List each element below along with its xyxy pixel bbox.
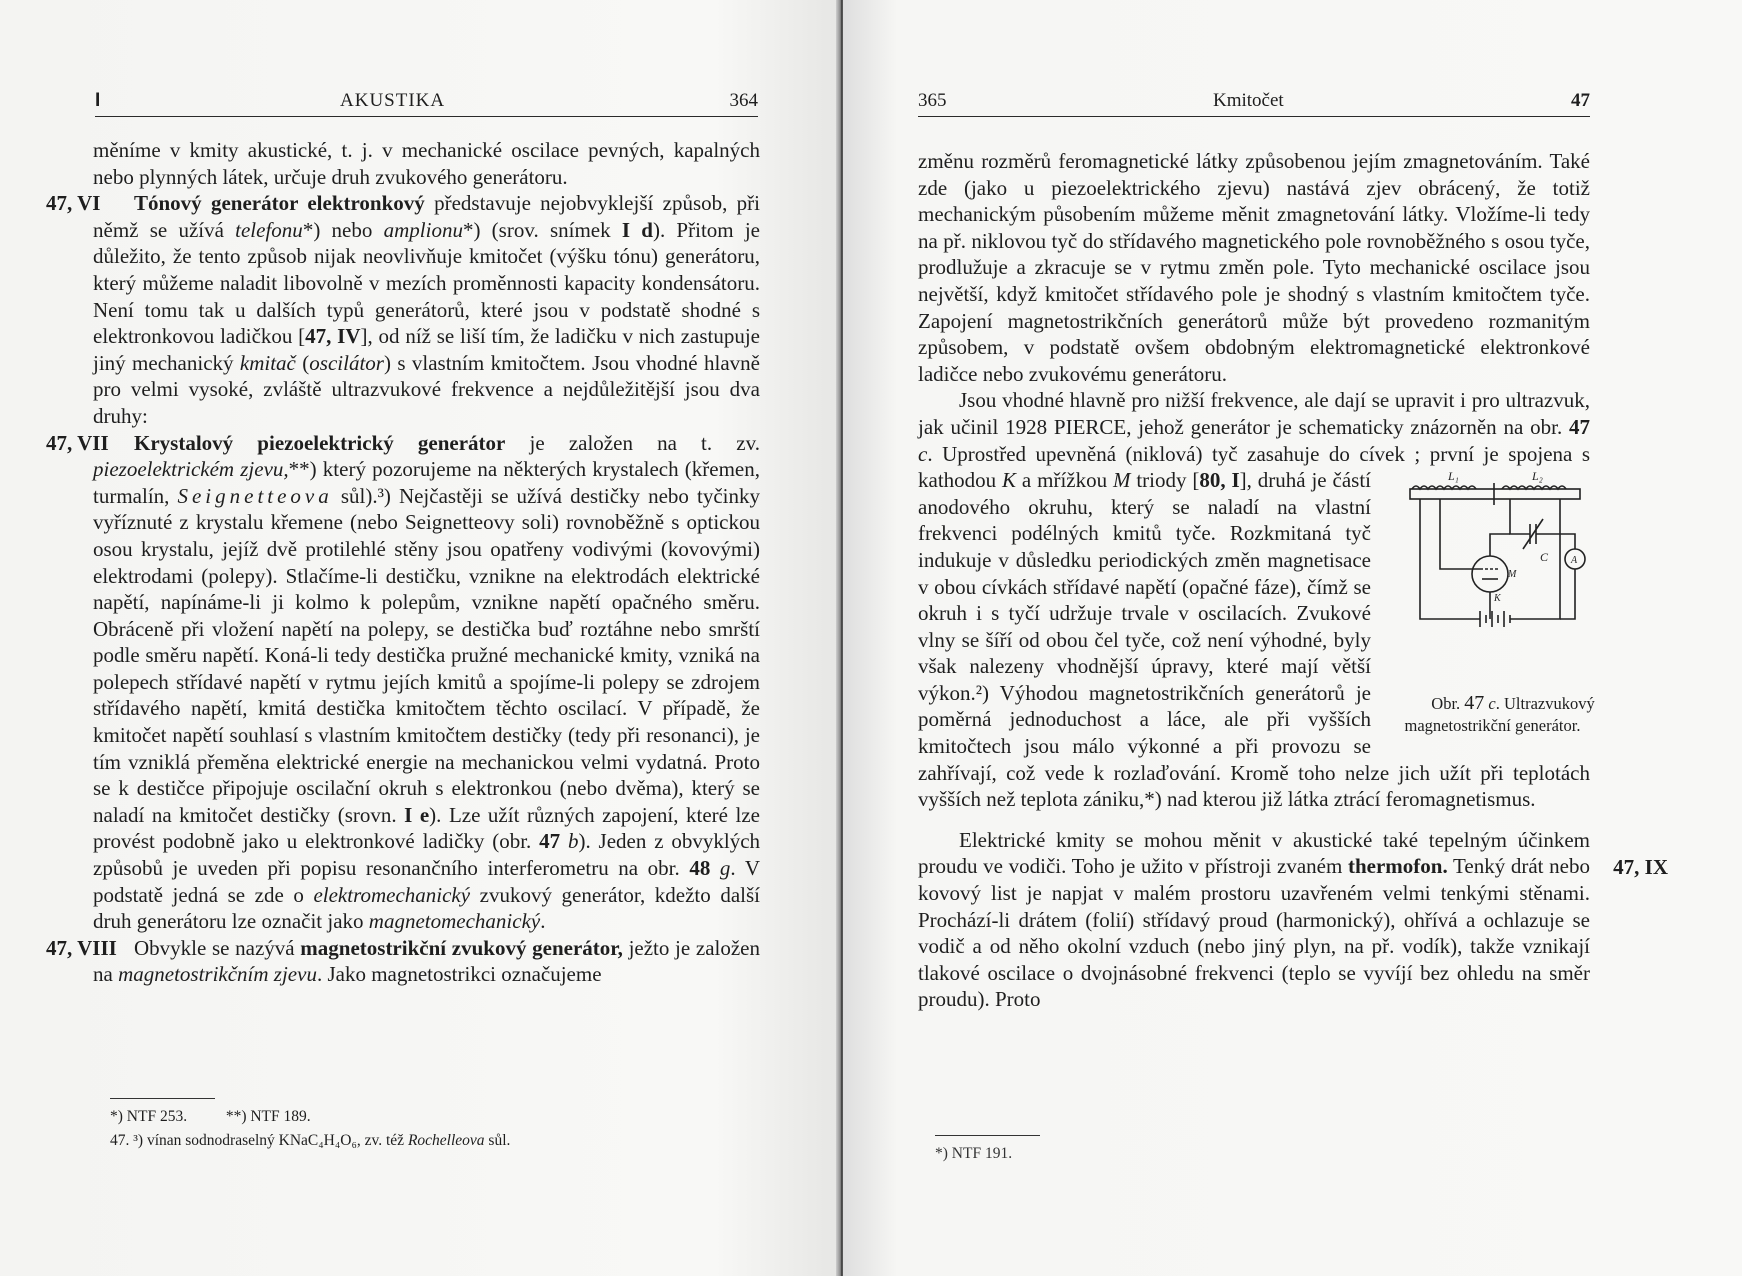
label-a: A	[1571, 555, 1578, 567]
section-marker: 47, VI	[46, 191, 101, 216]
section-47-ix	[918, 827, 1668, 1013]
text-run: . Uprostřed upevněná (niklová) tyč zasahuje do cívek	[927, 441, 1415, 466]
text-run: . Jako magnetostrikci označujeme	[316, 962, 602, 987]
text-run: triody [	[1130, 468, 1200, 493]
text-run: .	[540, 909, 546, 934]
text-run: Jsou vhodné hlavně pro nižší frekvence, ale dají se upravit i pro ultrazvuk, jak učinil 1928	[918, 388, 1590, 439]
label-m: M	[1508, 569, 1517, 581]
text-run: sůl).³) Nejčastěji se užívá destičky nebo tyčinky vyříznuté z krystalu křemene (nebo Seignetteovy soli) rovnoběžně s optickou osou krystalu, jejíž dvě protilehlé stěny jsou opatřeny vodivými (kovovými) elektrodami (polepy). Stlačíme-li destičku, vznikne na elektrodách elektrické napětí, napínáme-li ji kolmo k polepům, vznikne napětí opačného směru. Obráceně při vložení napětí na polepy, se destička buď roztáhne nebo smrští podle směru napětí. Koná-li tedy destička pružné mechanické kmity, vzniká na polepech střídavé napětí v rytmu jejích kmitů a spojíme-li polepy se zdrojem střídavého napětí, kmitá destička kmitočtem těchto oscilací. V případě, že kmitočet napětí souhlasí s vlastním kmitočtem destičky (tedy při resonanci), je tím vzniklá přeměna elektrické energie na mechanickou velmi vydatná. Proto se k destičce připojuje oscilační okruh s elektronkou (nebo dvěma), který se naladí na kmitočet destičky (srovn.	[93, 483, 760, 827]
section-heading: thermofon.	[1347, 854, 1448, 879]
italic-term: g	[710, 856, 731, 881]
right-page-body	[918, 148, 1668, 1013]
circuit-diagram	[1390, 469, 1595, 674]
bold-reference: 48	[689, 856, 711, 881]
text-run: ježto je založen na	[93, 935, 760, 987]
text-run: ], druhá je částí anodového okruhu, který se naladí na vlastní frekvenci podélných kmitů tyče. Rozkmitaná tyč indukuje v důsledku periodických změn magnetisace v obou cívkách střídavé napětí (opačné fáze), čímž se okruh i s tyčí udržuje trvale v oscilacích. Zvukové vlny se šíří od obou čel tyče, což není výhodné, byly však nalezeny vhodnější úpravy, které mají větší výkon.²) Výhodou magnetostrikčních generátorů je poměrná jednoduchost a láce, ale při vyšších kmitočtech jsou málo výkonné a při provozu se zahřívají, což vede k rozlaďování. Kromě toho nelze jich užít při teplotách vyšších než teplota zániku,*) nad kterou již látka ztrácí feromagnetismus.	[918, 468, 1590, 812]
footnote-rule	[110, 1098, 215, 1099]
nickel-rod	[1410, 489, 1580, 499]
paragraph-magnetostriction: změnu rozměrů feromagnetické látky způsobenou jejím zmagnetováním. Také zde (jako u piezoelektrického zjevu) nastává zjev obrácený, že totiž mechanickým působením můžeme měnit zmagnetování látky. Vložíme-li tedy na př. niklovou tyč do střídavého magnetického pole rovnoběžného s osou tyče, prodlužuje a zkracuje se v rytmu změn pole. Tyto mechanické oscilace jsou největší, když kmitočet střídavého pole je shodný s vlastním kmitočtem tyče. Zapojení magnetostrikčních generátorů může být provedeno rozmanitým způsobem, v podstatě ovšem obdobným elektromagnetické elektronkové ladičce nebo zvukovému generátoru.	[918, 149, 1590, 386]
footnote-line	[110, 1129, 710, 1153]
footnote-line: *) NTF 191.	[935, 1145, 1013, 1162]
chapter-number: 47	[1571, 90, 1590, 111]
text-run: ). Jeden z obvyklých způsobů je uveden při popisu resonančního interferometru na obr.	[93, 829, 761, 881]
section-heading: magnetostrikční zvukový generátor,	[300, 935, 623, 960]
paragraph-pierce	[918, 387, 1595, 813]
section-heading: Krystalový piezoelektrický generátor	[134, 430, 506, 455]
label-c: C	[1540, 550, 1549, 565]
text-run: *) (srov. snímek	[462, 217, 622, 242]
text-run: ). Lze užít různých zapojení, které lze provést podobně jako u elektronkové ladičky (obr.	[93, 802, 760, 854]
text-run: ). Přitom je důležito, že tento způsob nijak neovlivňuje kmitočet (výšku tónu) generátoru, který můžeme naladit libovolně v mezích proměnnosti kapacity kondensátoru. Není tomu tak u dalších typů generátorů, které jsou v podstatě shodné s elektronkovou ladičkou [	[93, 217, 760, 349]
figure-number: 47	[1464, 692, 1485, 715]
section-marker: 47, VIII	[46, 935, 117, 960]
section-47-vii	[46, 430, 761, 935]
text-run: , jehož generátor je schematicky znázorněn na obr.	[1126, 414, 1569, 439]
text-run: ; první je spojena s kathodou	[918, 441, 1591, 493]
spaced-name: Seignetteova	[177, 483, 333, 508]
text-run: Obvykle se nazývá	[134, 935, 301, 960]
text-run: **) který pozorujeme na některých krystalech (křemen, turmalín,	[93, 457, 760, 508]
footnote-number: 47. ³)	[110, 1132, 147, 1149]
section-47-vi	[46, 190, 761, 429]
italic-term: elektromechanický	[313, 882, 471, 907]
bold-reference: I e	[404, 802, 430, 827]
section-marker: 47, VII	[46, 430, 109, 455]
left-page	[0, 0, 840, 1276]
bold-reference: 47	[1569, 414, 1590, 439]
bold-reference: 47	[539, 829, 561, 854]
italic-term: b	[560, 829, 579, 854]
italic-term: magnetostrikčním zjevu	[118, 962, 317, 987]
italic-term: c	[918, 441, 928, 466]
text-run: sůl.	[484, 1132, 511, 1149]
person-name: PIERCE	[1053, 414, 1127, 439]
left-page-body	[46, 137, 761, 988]
label-k: K	[1494, 593, 1501, 605]
text-run: a mřížkou	[1016, 468, 1113, 493]
text-run: *) nebo	[302, 217, 384, 242]
running-title: Kmitočet	[1213, 90, 1284, 111]
page-number: 364	[729, 90, 758, 111]
label-l1: L₁	[1448, 469, 1459, 484]
text-run: zvukový generátor, kdežto další druh generátoru lze označit jako	[93, 882, 761, 934]
text-run: představuje nejobvyklejší způsob, při němž se užívá	[93, 191, 760, 242]
left-page-header	[95, 86, 758, 117]
italic-term: magnetomechanický	[368, 909, 541, 934]
section-marker: 47, IX	[1613, 854, 1668, 879]
text-run: ) s vlastním kmitočtem. Jsou vhodné hlavně pro velmi vysoké, zvláště ultrazvukové frekvence a nejdůležitější jsou dva druhy:	[93, 350, 760, 428]
right-page	[843, 0, 1742, 1276]
italic-term: oscilátor	[309, 350, 384, 375]
italic-term: kmitač	[239, 350, 296, 375]
section-heading: Tónový generátor elektronkový	[134, 191, 425, 216]
label-l2: L₂	[1532, 469, 1543, 484]
bold-reference: 80, I	[1199, 468, 1240, 493]
italic-term: amplionu	[383, 217, 463, 242]
figure-letter: c	[1484, 694, 1496, 714]
figure-47c	[1385, 469, 1600, 737]
intro-paragraph: měníme v kmity akustické, t. j. v mechanické oscilace pevných, kapalných nebo plynných látek, určuje druh zvukového generátoru.	[93, 138, 760, 189]
right-page-header	[918, 86, 1590, 117]
chapter-number: I	[95, 90, 101, 111]
figure-caption	[1385, 692, 1600, 737]
text-run: (	[295, 350, 310, 375]
italic-term: Rochelleova	[407, 1132, 485, 1149]
triode-tube	[1472, 556, 1508, 592]
footnote-line: *) NTF 253. **) NTF 189.	[110, 1108, 311, 1125]
left-footnotes	[110, 1098, 710, 1153]
right-footnotes	[935, 1135, 1335, 1166]
italic-term: piezoelektrickém zjevu,	[93, 457, 289, 482]
bold-reference: I d	[621, 217, 653, 242]
text-run: . V podstatě jedná se zde o	[93, 856, 760, 907]
footnote-rule	[935, 1135, 1040, 1136]
text-run: Tenký drát nebo kovový list je napjat v malém prostoru uzavřeném velmi tenkými stěnami. Prochází-li drátem (folií) střídavý proud (harmonický), ohřívá a ochlazuje se vodič a od něho okolní vzduch (nebo jiný plyn, na př. vodík), takže vznikají tlakové oscilace o dvojnásobné frekvenci (teplo se vyvíjí bez ohledu na směr proudu). Proto	[918, 854, 1590, 1012]
italic-term: K	[1002, 468, 1017, 493]
text-run: ], od níž se liší tím, že ladičku v nich zastupuje jiný mechanický	[93, 324, 761, 375]
text-run: Elektrické kmity se mohou měnit v akustické také tepelným účinkem proudu ve vodiči. Toho je užito v přístroji zvaném	[918, 827, 1590, 879]
italic-term: M	[1112, 468, 1131, 493]
italic-term: telefonu	[235, 217, 303, 242]
section-47-viii	[46, 935, 760, 988]
text-run: Obr.	[1431, 694, 1465, 714]
page-number: 365	[918, 90, 947, 111]
running-title: AKUSTIKA	[340, 90, 446, 111]
text-run: je založen na t. zv.	[505, 430, 760, 455]
text-run: . Ultrazvukový magnetostrikční generátor.	[1404, 694, 1595, 736]
bold-reference: 47, IV	[305, 324, 361, 349]
text-run: vínan sodnodraselný KNaC₄H₄O₆, zv. též	[146, 1132, 408, 1149]
